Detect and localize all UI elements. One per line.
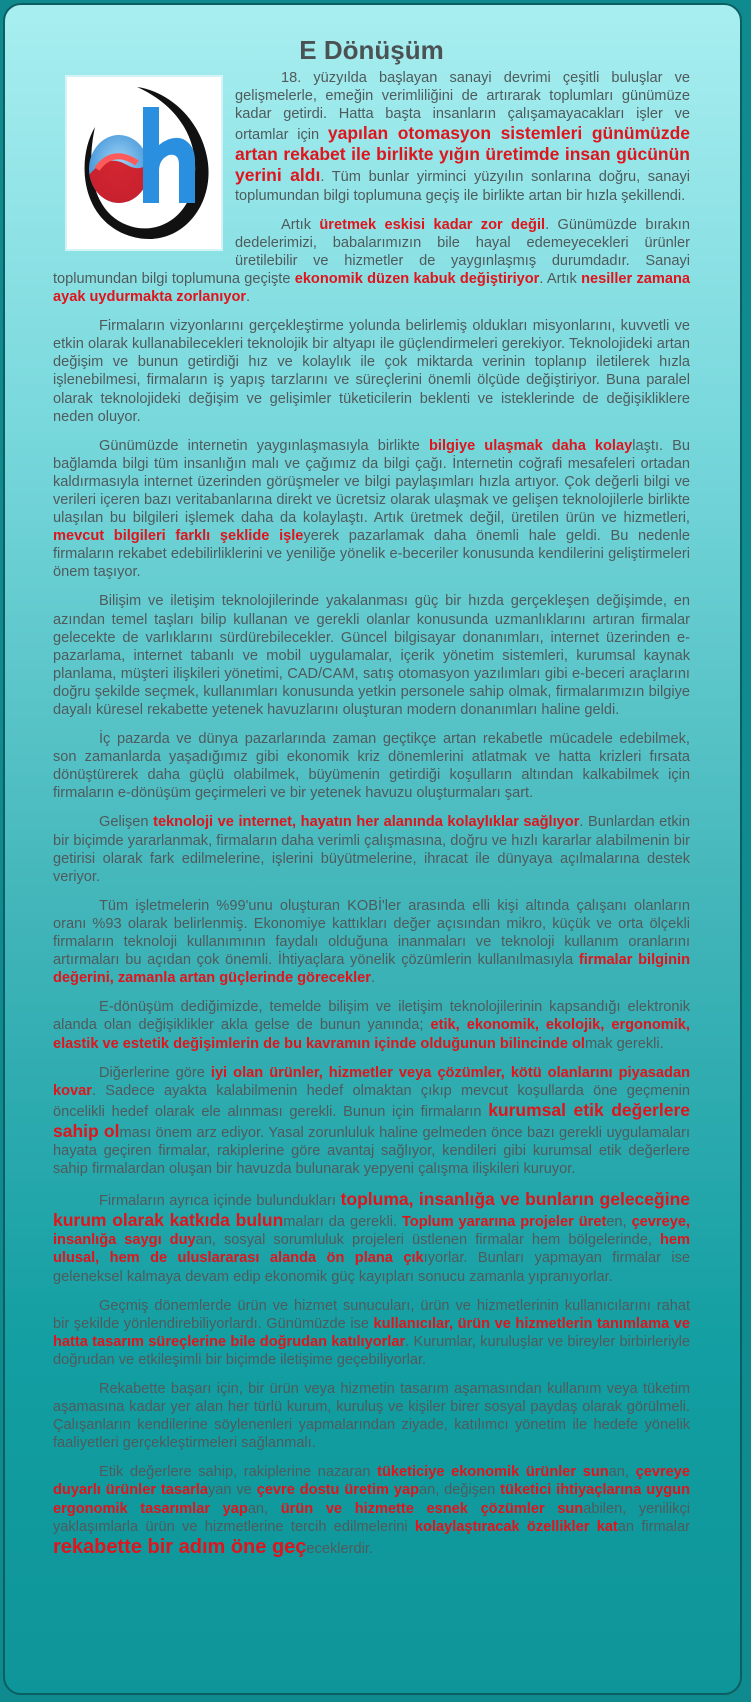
text-run: Bilişim ve iletişim teknolojilerinde yakalanması güç bir hızda gerçekleşen değişimde, en azından temel taşları bilip kullanan ve gerekli olanlar konusunda uzmanlıklarını artıran firmalar gelecekte de varlıklarını sürdürebilecekler. Güncel bilgisayar donanımları, internet üzerinden e-pazarlama, internet tabanlı ve mobil uygulamalar, içerik yönetim sistemleri, kurumsal kaynak planlama, müşteri ilişkileri yönetimi, CAD/CAM, satış otomasyon yazılımları gibi e-beceri araçlarını doğru şekilde seçmek, kullanımları konusunda yetkin personele sahip olmak, firmalarımızın bilgiye dayalı küresel rekabette yetenek havuzlarını oluşturan modern donanımları haline geldi. — [53, 593, 690, 718]
text-run: Diğerlerine göre — [99, 1064, 211, 1081]
text-run: Firmaların ayrıca içinde bulundukları — [99, 1193, 341, 1210]
text-run: . Tüm bunlar yirminci yüzyılın sonlarına doğru, sanayi toplumundan bilgi toplumuna geçiş ile birlikte artan bir hızla şekillendi. — [235, 169, 690, 204]
highlight-text: hem ulusal, hem de uluslararası alanda ön plana çık — [53, 1232, 690, 1267]
text-run: . Artık — [539, 270, 582, 287]
paragraph — [53, 730, 690, 802]
highlight-text: çevre dostu üretim yap — [256, 1482, 419, 1499]
highlight-text: iyi olan ürünler, hizmetler veya çözümler, kötü olanlarını piyasadan kovar — [53, 1064, 690, 1099]
highlight-text: etik, ekonomik, ekolojik, ergonomik, elastik ve estetik değişimlerin de bu kavramın içinde olduğunun bilincinde ol — [53, 1017, 690, 1052]
highlight-text: yapılan otomasyon sistemleri günümüzde artan rekabet ile birlikte yığın üretimde insan gücünün yerini aldı — [235, 123, 691, 186]
highlight-text: teknoloji ve internet, hayatın her alanında kolaylıklar sağlıyor — [153, 814, 580, 831]
text-run: . Bunlardan etkin bir biçimde yararlanmak, firmaların daha verimli çalışmasına, doğru ve hızlı kararlar alabilmenin bir getirisi olarak fark edilmelerine, işlerini büyütmelerine, ihracat ile dünyaya açılmalarına destek veriyor. — [53, 814, 690, 885]
paragraph — [53, 592, 690, 719]
text-run: Günümüzde internetin yaygınlaşmasıyla birlikte — [99, 437, 429, 454]
text-run: . — [370, 970, 375, 987]
highlight-text: ekonomik düzen kabuk değiştiriyor — [294, 270, 540, 287]
text-run: Etik değerlere sahip, rakiplerine nazaran — [99, 1464, 378, 1481]
text-run: an, — [608, 1464, 636, 1481]
article-body — [53, 35, 690, 1569]
highlight-text: tüketici ihtiyaçlarına uygun ergonomik tasarımlar yap — [53, 1482, 690, 1517]
highlight-text: çevreye duyarlı ürünler tasarla — [53, 1464, 690, 1499]
highlight-text: tüketiciye ekonomik ürünler sun — [377, 1464, 609, 1481]
text-run: Rekabette başarı için, bir ürün veya hizmetin tasarım aşamasından kullanım veya tüketim aşamasına kadar yer alan her türlü kurum, kuruluş ve kişiler birer sosyal paydaş olarak görülmeli. Çalışanların kendilerine söylenenleri yapmalarından ziyade, katılımcı yönetim ile hedefe yönelik faaliyetleri gerçekleştirmeleri sağlanmalı. — [53, 1381, 690, 1452]
page-title: E Dönüşüm — [299, 35, 444, 65]
highlight-text: kolaylaştıracak özellikler kat — [414, 1518, 618, 1535]
article-content — [53, 69, 690, 1558]
e-donusum-logo — [65, 75, 223, 251]
text-run: an, — [247, 1500, 281, 1517]
text-run: E-dönüşüm dediğimizde, temelde bilişim ve iletişim teknolojilerinin kapsandığı elektronik alanda olan değişiklikler akla gelse de bunun yanında; — [53, 999, 690, 1034]
paragraph — [53, 317, 690, 426]
highlight-text: mevcut bilgileri farklı şeklide işle — [53, 528, 304, 545]
highlight-text: üretmek eskisi kadar zor değil — [319, 216, 546, 233]
text-run: laştı. Bu bağlamda bilgi tüm insanlığın malı ve çağımız da bilgi çağı. İnternetin coğrafi mesafeleri ortadan kaldırmasıyla internet üzerinden görüşmeler ve bilgi paylaşımları hızla artıyor. Çok değerli bilgi ve verileri içeren bazı veritabanlarına direkt ve ücretsiz olarak ulaşmak ve gelişen teknolojilerle birlikte ulaşılan bu bilgileri işlemek daha da kolaylaştı. Artık üretmek değil, üretilen ürün ve hizmetleri, — [53, 437, 690, 527]
text-run: an, sosyal sorumluluk projeleri üstlenen firmalar hem bölgelerinde, — [195, 1232, 660, 1249]
text-run: yerek pazarlamak daha önemli hale geldi. Bu nedenle firmaların rekabet edebilirliklerini ve yeniliğe yönelik e-beceriler konusunda kendilerini geliştirmeleri önem taşıyor. — [53, 528, 690, 581]
paragraph — [53, 998, 690, 1052]
text-run: . — [246, 289, 251, 306]
paragraph — [53, 813, 690, 885]
text-run: yan ve — [207, 1482, 257, 1499]
text-run: ıyorlar. Bunları yapmayan firmalar ise geleneksel kalmaya devam edip ekonomik güç kayıpları sonucu zamanla yıpranıyorlar. — [53, 1250, 691, 1285]
text-run: eceklerdir. — [306, 1540, 373, 1557]
text-run: . Sadece ayakta kalabilmenin hedef olmaktan çıkıp mevcut koşullarda öne geçmenin öncelikli hedef olarak ele alınması gerekli. Bunun için firmaların — [53, 1082, 690, 1120]
text-run: mak gerekli. — [585, 1035, 664, 1052]
text-run: İç pazarda ve dünya pazarlarında zaman geçtikçe artan rekabetle mücadele edebilmek, son zamanlarda yaşadığımız gibi ekonomik kriz dönemlerini atlatmak ve hatta krizleri fırsata dönüştürerek daha güçlü olabilmek, büyümenin getirdiği koşulların altından kalkabilmek için firmaların e-dönüşüm geçirmeleri ve bir yetenek havuzu oluşturmaları şart. — [53, 731, 690, 802]
text-run: ması önem arz ediyor. Yasal zorunluluk haline gelmeden önce bazı gerekli uygulamaları hayata geçiren firmalar, rakiplerine göre avantaj sağlıyor, kendileri gibi kurumsal etik değerlere sahip firmalardan oluşan bir havuzda bulunarak yepyeni çalışma ilişkileri kuruyor. — [53, 1124, 691, 1178]
paragraph — [53, 69, 690, 205]
highlight-text: kullanıcılar, ürün ve hizmetlerin tanımlama ve hatta tasarım süreçlerine bile doğrudan katılıyorlar — [53, 1315, 690, 1350]
article-card — [3, 3, 742, 1695]
highlight-text: ürün ve hizmette esnek çözümler sun — [280, 1500, 584, 1517]
paragraph — [53, 437, 690, 582]
paragraph — [53, 1189, 690, 1285]
paragraph — [53, 1064, 690, 1179]
text-run: Artık — [281, 216, 320, 233]
text-run: maları da gerekli. — [283, 1214, 402, 1231]
text-run: en, — [606, 1214, 632, 1231]
text-run: Geçmiş dönemlerde ürün ve hizmet sunucuları, ürün ve hizmetlerinin kullanıcılarını rahat bir şekilde yönlendirebiliyorlardı. Günümüzde ise — [53, 1297, 690, 1332]
highlight-text: topluma, insanlığa ve bunların geleceğine kurum olarak katkıda bulun — [53, 1189, 690, 1231]
text-run: . Kurumlar, kuruluşlar ve bireyler birbirleriyle doğrudan ve etkileşimli bir biçimde iletişime geçebiliyorlar. — [53, 1333, 690, 1368]
highlight-text: nesiller zamana ayak uydurmakta zorlanıyor — [53, 270, 690, 306]
highlight-text: Toplum yararına projeler üret — [401, 1214, 607, 1231]
highlight-text: çevreye, insanlığa saygı duy — [53, 1214, 690, 1249]
text-run: . Günümüzde bırakın dedelerimizi, babalarımızın bile hayal edemeyecekleri ürünler üretilebilir ve hizmetler de yaygınlaşmış durumdadır. Sanayi toplumundan bilgi toplumuna geçişte — [53, 216, 690, 287]
paragraph — [53, 1463, 690, 1557]
highlight-text: kurumsal etik değerlere sahip ol — [53, 1099, 691, 1141]
paragraph — [53, 1297, 690, 1369]
text-run: Firmaların vizyonlarını gerçekleştirme yolunda belirlemiş oldukları misyonlarını, kuvvetli ve etkin olarak kullanabilecekleri teknolojik bir altyapı ile güçlendirmeleri gerekiyor. Teknolojideki artan değişim ve bunun getirdiği hız ve kolaylık ile çok miktarda verinin toplanıp iletilerek hızla işlenebilmesi, firmaların iş yapış tarzlarını ve süreçlerini önemli ölçüde değiştiriyor. Buna paralel olarak teknolojideki değişim ve gelişimler tüketicilerin beklenti ve isteklerinde de değişikliklere neden oluyor. — [53, 318, 690, 425]
text-run: Gelişen — [99, 814, 154, 831]
highlight-text: rekabette bir adım öne geç — [53, 1535, 307, 1558]
text-run: an, değişen — [418, 1482, 501, 1499]
text-run: Tüm işletmelerin %99'unu oluşturan KOBİ'ler arasında elli kişi altında çalışanı olanların oranı %93 olarak belirlenmiş. Ekonomiye kattıkları değer açısından mikro, küçük ve orta ölçekli firmaların teknoloji kullanımının faydalı olduğuna inanmaları ve teknoloji kullanım oranlarını artırmaları bu açıdan çok önemli. İhtiyaçlara yönelik çözümlerin kullanılmasıyla — [53, 897, 690, 969]
highlight-text: bilgiye ulaşmak daha kolay — [428, 437, 633, 454]
text-run: abilen, yenilikçi yaklaşımlarla ürün ve hizmetlerine tercih edilmelerini — [53, 1500, 690, 1535]
text-run: 18. yüzyılda başlayan sanayi devrimi çeşitli buluşlar ve gelişmelerle, emeğin verimliliğini de artırarak toplumları günümüze kadar getirdi. Hatta başta insanların çalışamayacakları işler ve ortamlar için — [235, 70, 690, 144]
paragraph — [53, 1380, 690, 1452]
paragraph — [53, 897, 690, 987]
text-run: an firmalar — [617, 1518, 691, 1535]
highlight-text: firmalar bilginin değerini, zamanla artan güçlerinde görecekler — [53, 952, 690, 987]
